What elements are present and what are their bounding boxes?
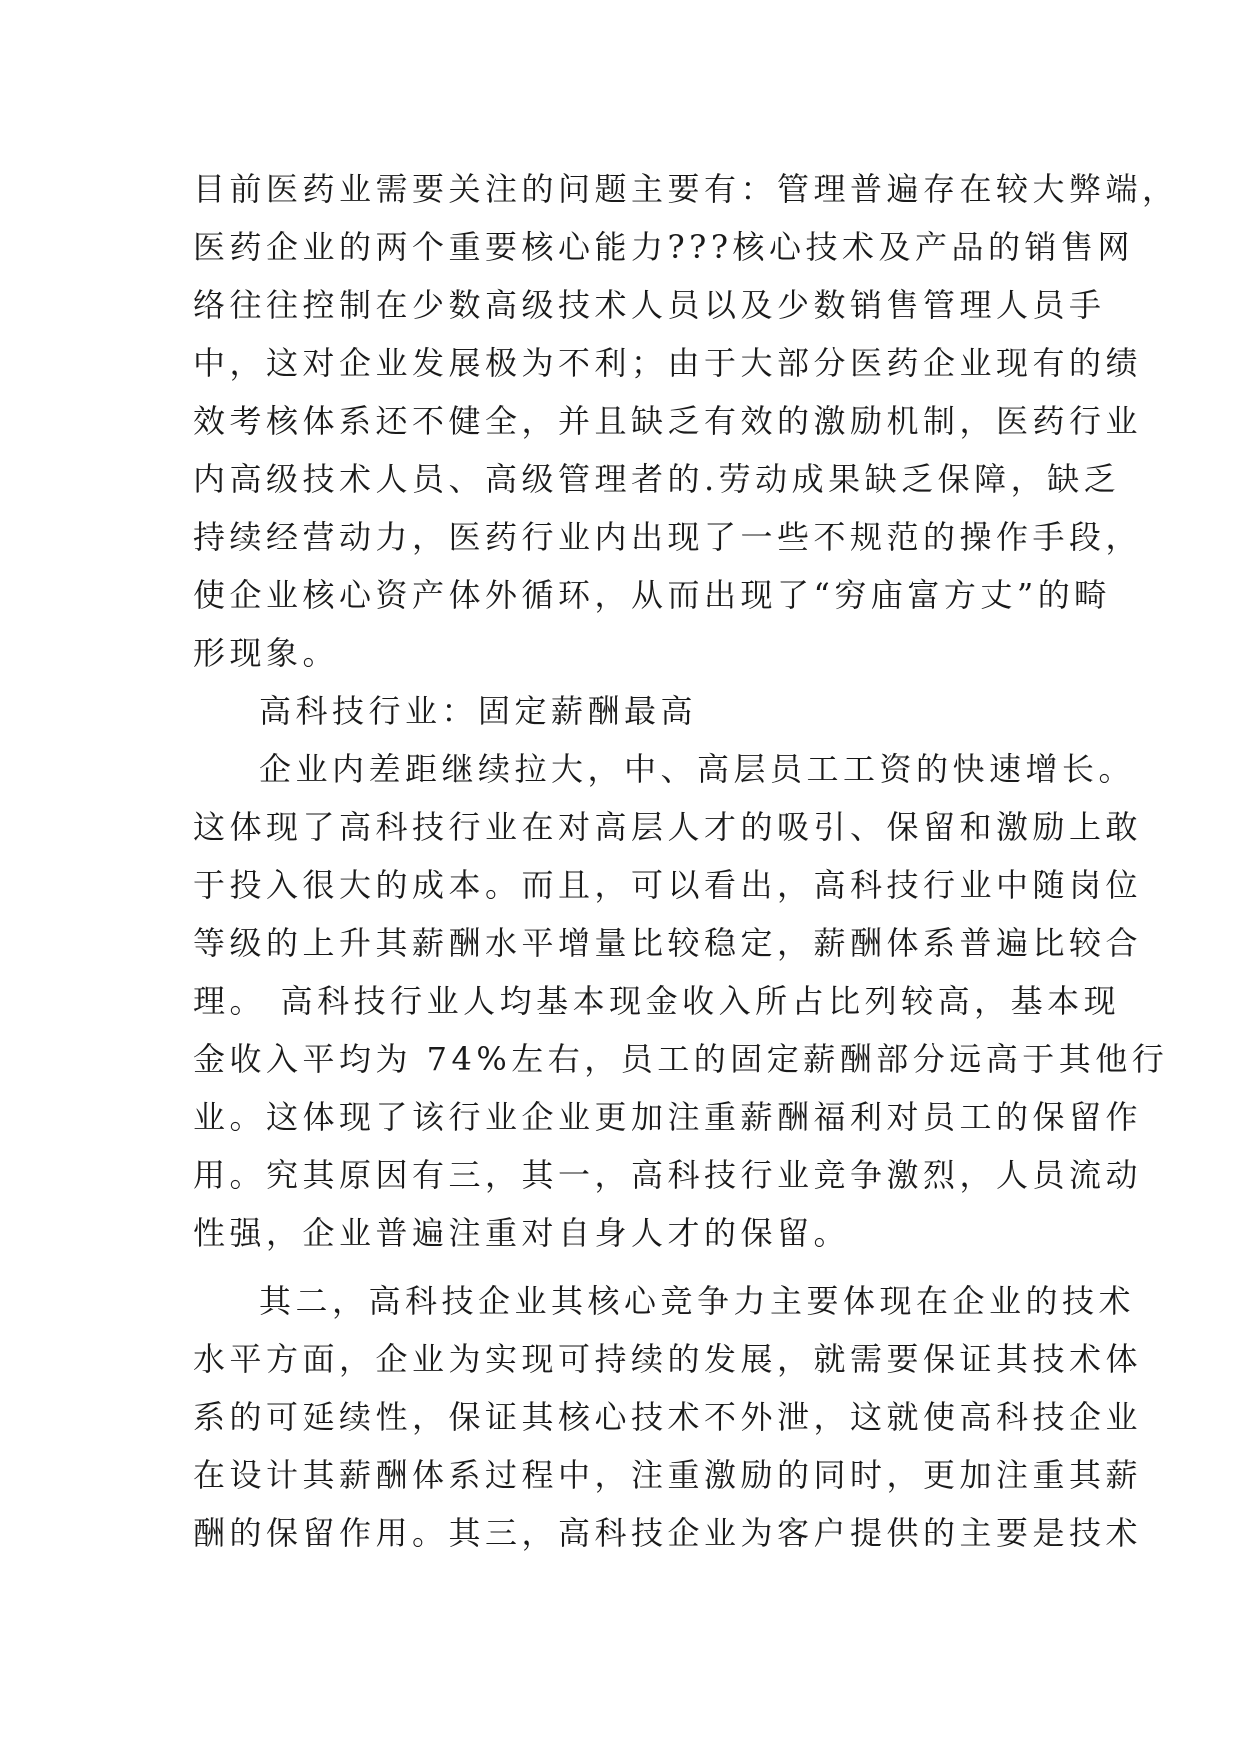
body-text bbox=[193, 160, 1179, 1562]
text-line: 络往往控制在少数高级技术人员以及少数销售管理人员手 bbox=[193, 286, 1106, 324]
text-line: 形现象。 bbox=[193, 634, 340, 672]
text-line: 目前医药业需要关注的问题主要有：管理普遍存在较大弊端， bbox=[193, 170, 1179, 208]
text-line: 性强，企业普遍注重对自身人才的保留。 bbox=[193, 1214, 851, 1252]
text-line: 效考核体系还不健全，并且缺乏有效的激励机制，医药行业 bbox=[193, 402, 1143, 440]
text-line: 在设计其薪酬体系过程中，注重激励的同时，更加注重其薪 bbox=[193, 1456, 1143, 1494]
text-line: 这体现了高科技行业在对高层人才的吸引、保留和激励上敢 bbox=[193, 808, 1143, 846]
text-line: 业。这体现了该行业企业更加注重薪酬福利对员工的保留作 bbox=[193, 1098, 1143, 1136]
text-line: 于投入很大的成本。而且，可以看出，高科技行业中随岗位 bbox=[193, 866, 1143, 904]
text-line: 其二，高科技企业其核心竞争力主要体现在企业的技术 bbox=[259, 1282, 1136, 1320]
text-line: 医药企业的两个重要核心能力???核心技术及产品的销售网 bbox=[193, 228, 1134, 266]
text-line: 等级的上升其薪酬水平增量比较稳定，薪酬体系普遍比较合 bbox=[193, 924, 1143, 962]
section-heading: 高科技行业：固定薪酬最高 bbox=[259, 692, 698, 730]
text-line: 酬的保留作用。其三，高科技企业为客户提供的主要是技术 bbox=[193, 1514, 1143, 1552]
paragraph-gap bbox=[193, 1262, 1053, 1272]
text-line: 水平方面，企业为实现可持续的发展，就需要保证其技术体 bbox=[193, 1340, 1143, 1378]
text-line: 金收入平均为 74%左右，员工的固定薪酬部分远高于其他行 bbox=[193, 1040, 1169, 1078]
text-line: 持续经营动力，医药行业内出现了一些不规范的操作手段， bbox=[193, 518, 1143, 556]
text-line: 中，这对企业发展极为不利；由于大部分医药企业现有的绩 bbox=[193, 344, 1143, 382]
text-line: 用。究其原因有三，其一，高科技行业竞争激烈，人员流动 bbox=[193, 1156, 1143, 1194]
text-line: 使企业核心资产体外循环，从而出现了“穷庙富方丈”的畸 bbox=[193, 576, 1111, 614]
text-line: 理。 高科技行业人均基本现金收入所占比列较高，基本现 bbox=[193, 982, 1121, 1020]
text-line: 系的可延续性，保证其核心技术不外泄，这就使高科技企业 bbox=[193, 1398, 1143, 1436]
text-line: 企业内差距继续拉大，中、高层员工工资的快速增长。 bbox=[259, 750, 1136, 788]
text-line: 内高级技术人员、高级管理者的.劳动成果缺乏保障，缺乏 bbox=[193, 460, 1121, 498]
